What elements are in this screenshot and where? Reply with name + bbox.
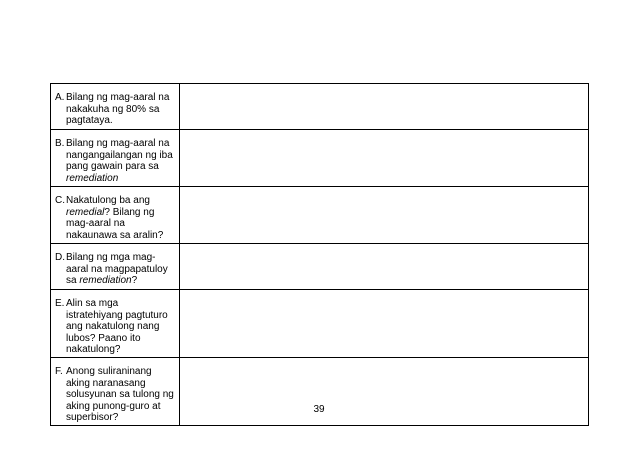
item-letter: F. xyxy=(55,365,63,377)
table-row xyxy=(51,244,589,290)
item-letter: C. xyxy=(55,195,65,206)
row-label-e xyxy=(51,290,180,358)
item-text: Nakatulong ba ang remedial? Bilang ng mag-aaral na nakaunawa sa aralin? xyxy=(66,195,164,241)
item-text: Bilang ng mga mag-aaral na magpapatuloy sa remediation? xyxy=(66,252,168,287)
table-row xyxy=(51,187,589,244)
row-label-b xyxy=(51,130,180,187)
table-row xyxy=(51,290,589,358)
table-row xyxy=(51,84,589,130)
answer-cell-b[interactable] xyxy=(180,130,589,187)
table-row xyxy=(51,130,589,187)
answer-cell-e[interactable] xyxy=(180,290,589,358)
row-label-d xyxy=(51,244,180,290)
answer-cell-d[interactable] xyxy=(180,244,589,290)
item-letter: E. xyxy=(55,298,65,309)
row-label-c xyxy=(51,187,180,244)
item-text: Bilang ng mag-aaral na nakakuha ng 80% sa pagtataya. xyxy=(66,92,170,127)
item-letter: B. xyxy=(55,138,65,149)
row-label-a xyxy=(51,84,180,130)
answer-cell-a[interactable] xyxy=(180,84,589,130)
item-text: Bilang ng mag-aaral na nangangailangan ng iba pang gawain para sa remediation xyxy=(66,138,173,184)
page-number: 39 xyxy=(313,404,325,415)
reflection-table xyxy=(50,83,589,426)
item-text: Anong suliraninang aking naranasang solusyunan sa tulong ng aking punong-guro at superbisor? xyxy=(66,365,174,424)
item-letter: D. xyxy=(55,252,65,263)
answer-cell-c[interactable] xyxy=(180,187,589,244)
item-text: Alin sa mga istratehiyang pagtuturo ang nakatulong nang lubos? Paano ito nakatulong? xyxy=(66,298,168,356)
item-letter: A. xyxy=(55,92,65,103)
